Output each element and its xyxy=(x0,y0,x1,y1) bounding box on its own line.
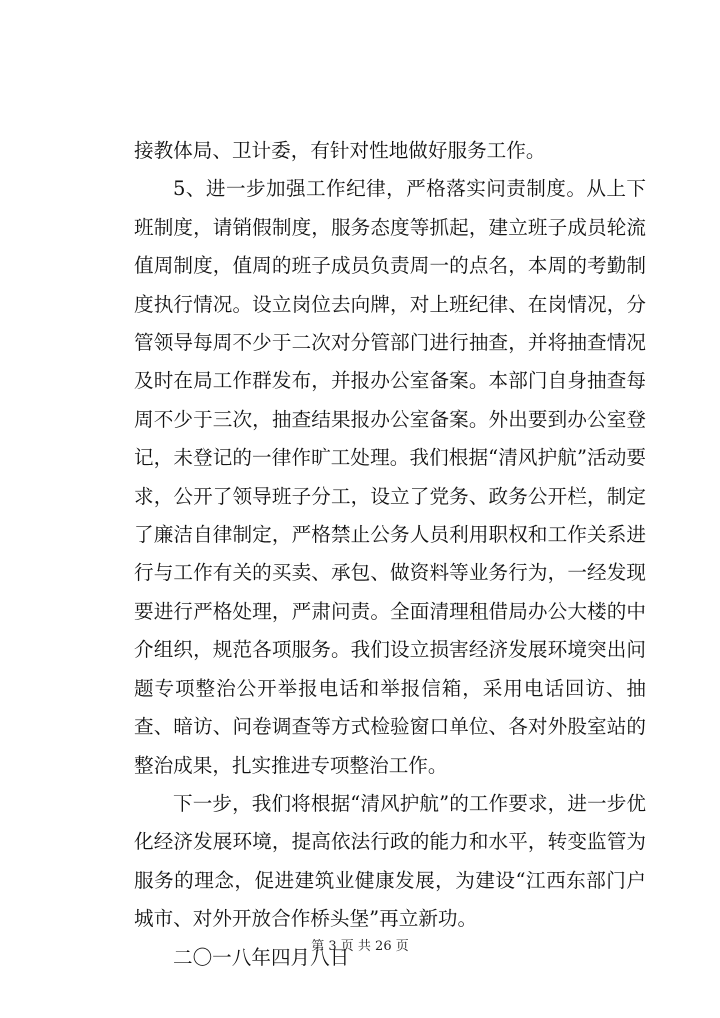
paragraph-item-5: 5、进一步加强工作纪律，严格落实问责制度。从上下班制度，请销假制度，服务态度等抓起，建立班子成员轮流值周制度，值周的班子成员负责周一的点名，本周的考勤制度执行情况。设立岗位去向牌，对上班纪律、在岗情况，分管领导每周不少于二次对分管部门进行抽查，并将抽查情况及时在局工作群发布，并报办公室备案。本部门自身抽查每周不少于三次，抽查结果报办公室备案。外出要到办公室登记，未登记的一律作旷工处理。我们根据“清风护航”活动要求，公开了领导班子分工，设立了党务、政务公开栏，制定了廉洁自律制定，严格禁止公务人员利用职权和工作关系进行与工作有关的买卖、承包、做资料等业务行为，一经发现要进行严格处理，严肃问责。全面清理租借局办公大楼的中介组织，规范各项服务。我们设立损害经济发展环境突出问题专项整治公开举报电话和举报信箱，采用电话回访、抽查、暗访、问卷调查等方式检验窗口单位、各对外股室站的整治成果，扎实推进专项整治工作。 xyxy=(134,177,646,777)
document-date: 二〇一八年四月八日 xyxy=(173,945,350,969)
paragraph-next-step: 下一步，我们将根据“清风护航”的工作要求，进一步优化经济发展环境，提高依法行政的能力和水平，转变监管为服务的理念，促进建筑业健康发展，为建设“江西东部门户城市、对外开放合作桥头堡”再立新功。 xyxy=(134,791,646,931)
paragraph-continuation: 接教体局、卫计委，有针对性地做好服务工作。 xyxy=(134,139,546,162)
page-footer: 第 3 页 共 26 页 xyxy=(311,939,409,954)
body-text xyxy=(134,132,646,977)
